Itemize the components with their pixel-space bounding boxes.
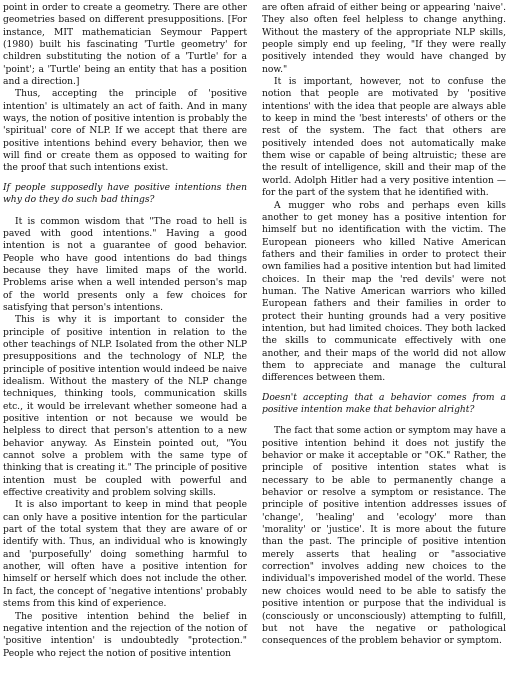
question-heading: Doesn't accepting that a behavior comes from a positive intention make that behavior alright? [262, 392, 506, 415]
paragraph: It is also important to keep in mind that people can only have a positive intention for the particular part of the total system that they are aware of or identify with. Thus, an individual who is knowingly and 'purposefully' doing something harmful to another, will often have a positive intention for himself or herself which does not include the other. In fact, the concept of 'negative intentions' probably stems from this kind of experience. [3, 500, 247, 610]
paragraph: It is common wisdom that "The road to hell is paved with good intentions." Having a good intention is not a guarantee of good behavior. People who have good intentions do bad things because they have limited maps of the world. Problems arise when a well intended person's map of the world presents only a few choices for satisfying that person's intentions. [3, 216, 247, 313]
right-column [262, 2, 506, 648]
paragraph: This is why it is important to consider the principle of positive intention in relation to the other teachings of NLP. Isolated from the other NLP presuppositions and the technology of NLP, the principle of positive intention would indeed be naive idealism. Without the mastery of the NLP change techniques, thinking tools, communication skills etc., it would be irrelevant whether someone had a positive intention or not because we would be helpless to direct that person's attention to a new behavior anyway. As Einstein pointed out, "You cannot solve a problem with the same type of thinking that is creating it." The principle of positive intention must be coupled with powerful and effective creativity and problem solving skills. [3, 315, 247, 499]
paragraph: A mugger who robs and perhaps even kills another to get money has a positive intention for himself but no identification with the victim. The European pioneers who killed Native American fathers and their families in order to protect their own families had a positive intention but had limited choices. In their map the 'red devils' were not human. The Native American warriors who killed European fathers and their families in order to protect their hunting grounds had a very positive intention, but had limited choices. They both lacked the skills to communicate effectively with one another, and their maps of the world did not allow them to appreciate and manage the cultural differences between them. [262, 200, 506, 384]
question-heading: If people supposedly have positive intentions then why do they do such bad things? [3, 182, 247, 206]
paragraph: It is important, however, not to confuse the notion that people are motivated by 'positive intentions' with the idea that people are always able to keep in mind the 'best interests' of others or the rest of the system. The fact that others are positively intended does not automatically make them wise or capable of being altruistic; these are the result of intelligence, skill and their map of the world. Adolph Hitler had a very positive intention —for the part of the system that he identified with. [262, 77, 506, 199]
paragraph: The positive intention behind the belief in negative intention and the rejection of the notion of 'positive intention' is undoubtedly "protection." People who reject the notion of positive intention [3, 611, 247, 659]
paragraph-continuation: point in order to create a geometry. There are other geometries based on different presuppositions. [For instance, MIT mathematician Seymour Pappert (1980) built his fascinating 'Turtle geometry' for children substituting the notion of a 'Turtle' for a 'point'; a 'Turtle' being an entity that has a position and a direction.] [3, 3, 247, 88]
paragraph: The fact that some action or symptom may have a positive intention behind it does not justify the behavior or make it acceptable or "OK." Rather, the principle of positive intention states what is necessary to be able to permanently change a behavior or resolve a symptom or resistance. The principle of positive intention addresses issues of 'change', 'healing' and 'ecology' more than 'morality' or 'justice'. It is more about the future than the past. The principle of positive intention merely asserts that healing or "associative correction" involves adding new choices to the individual's impoverished model of the world. These new choices would need to be able to satisfy the positive intention or purpose that the individual is (consciously or unconsciously) attempting to fulfill, but not have the negative or pathological consequences of the problem behavior or symptom. [262, 426, 506, 647]
paragraph-continuation: are often afraid of either being or appearing 'naive'. They also often feel helpless to change anything. Without the mastery of the appropriate NLP skills, people simply end up feeling, "If they were really positively intended they would have changed by now." [262, 3, 506, 75]
paragraph: Thus, accepting the principle of 'positive intention' is ultimately an act of faith. And in many ways, the notion of positive intention is probably the 'spiritual' core of NLP. If we accept that there are positive intentions behind every behavior, then we will find or create them as opposed to waiting for the proof that such intentions exist. [3, 89, 247, 174]
left-column [3, 2, 247, 660]
